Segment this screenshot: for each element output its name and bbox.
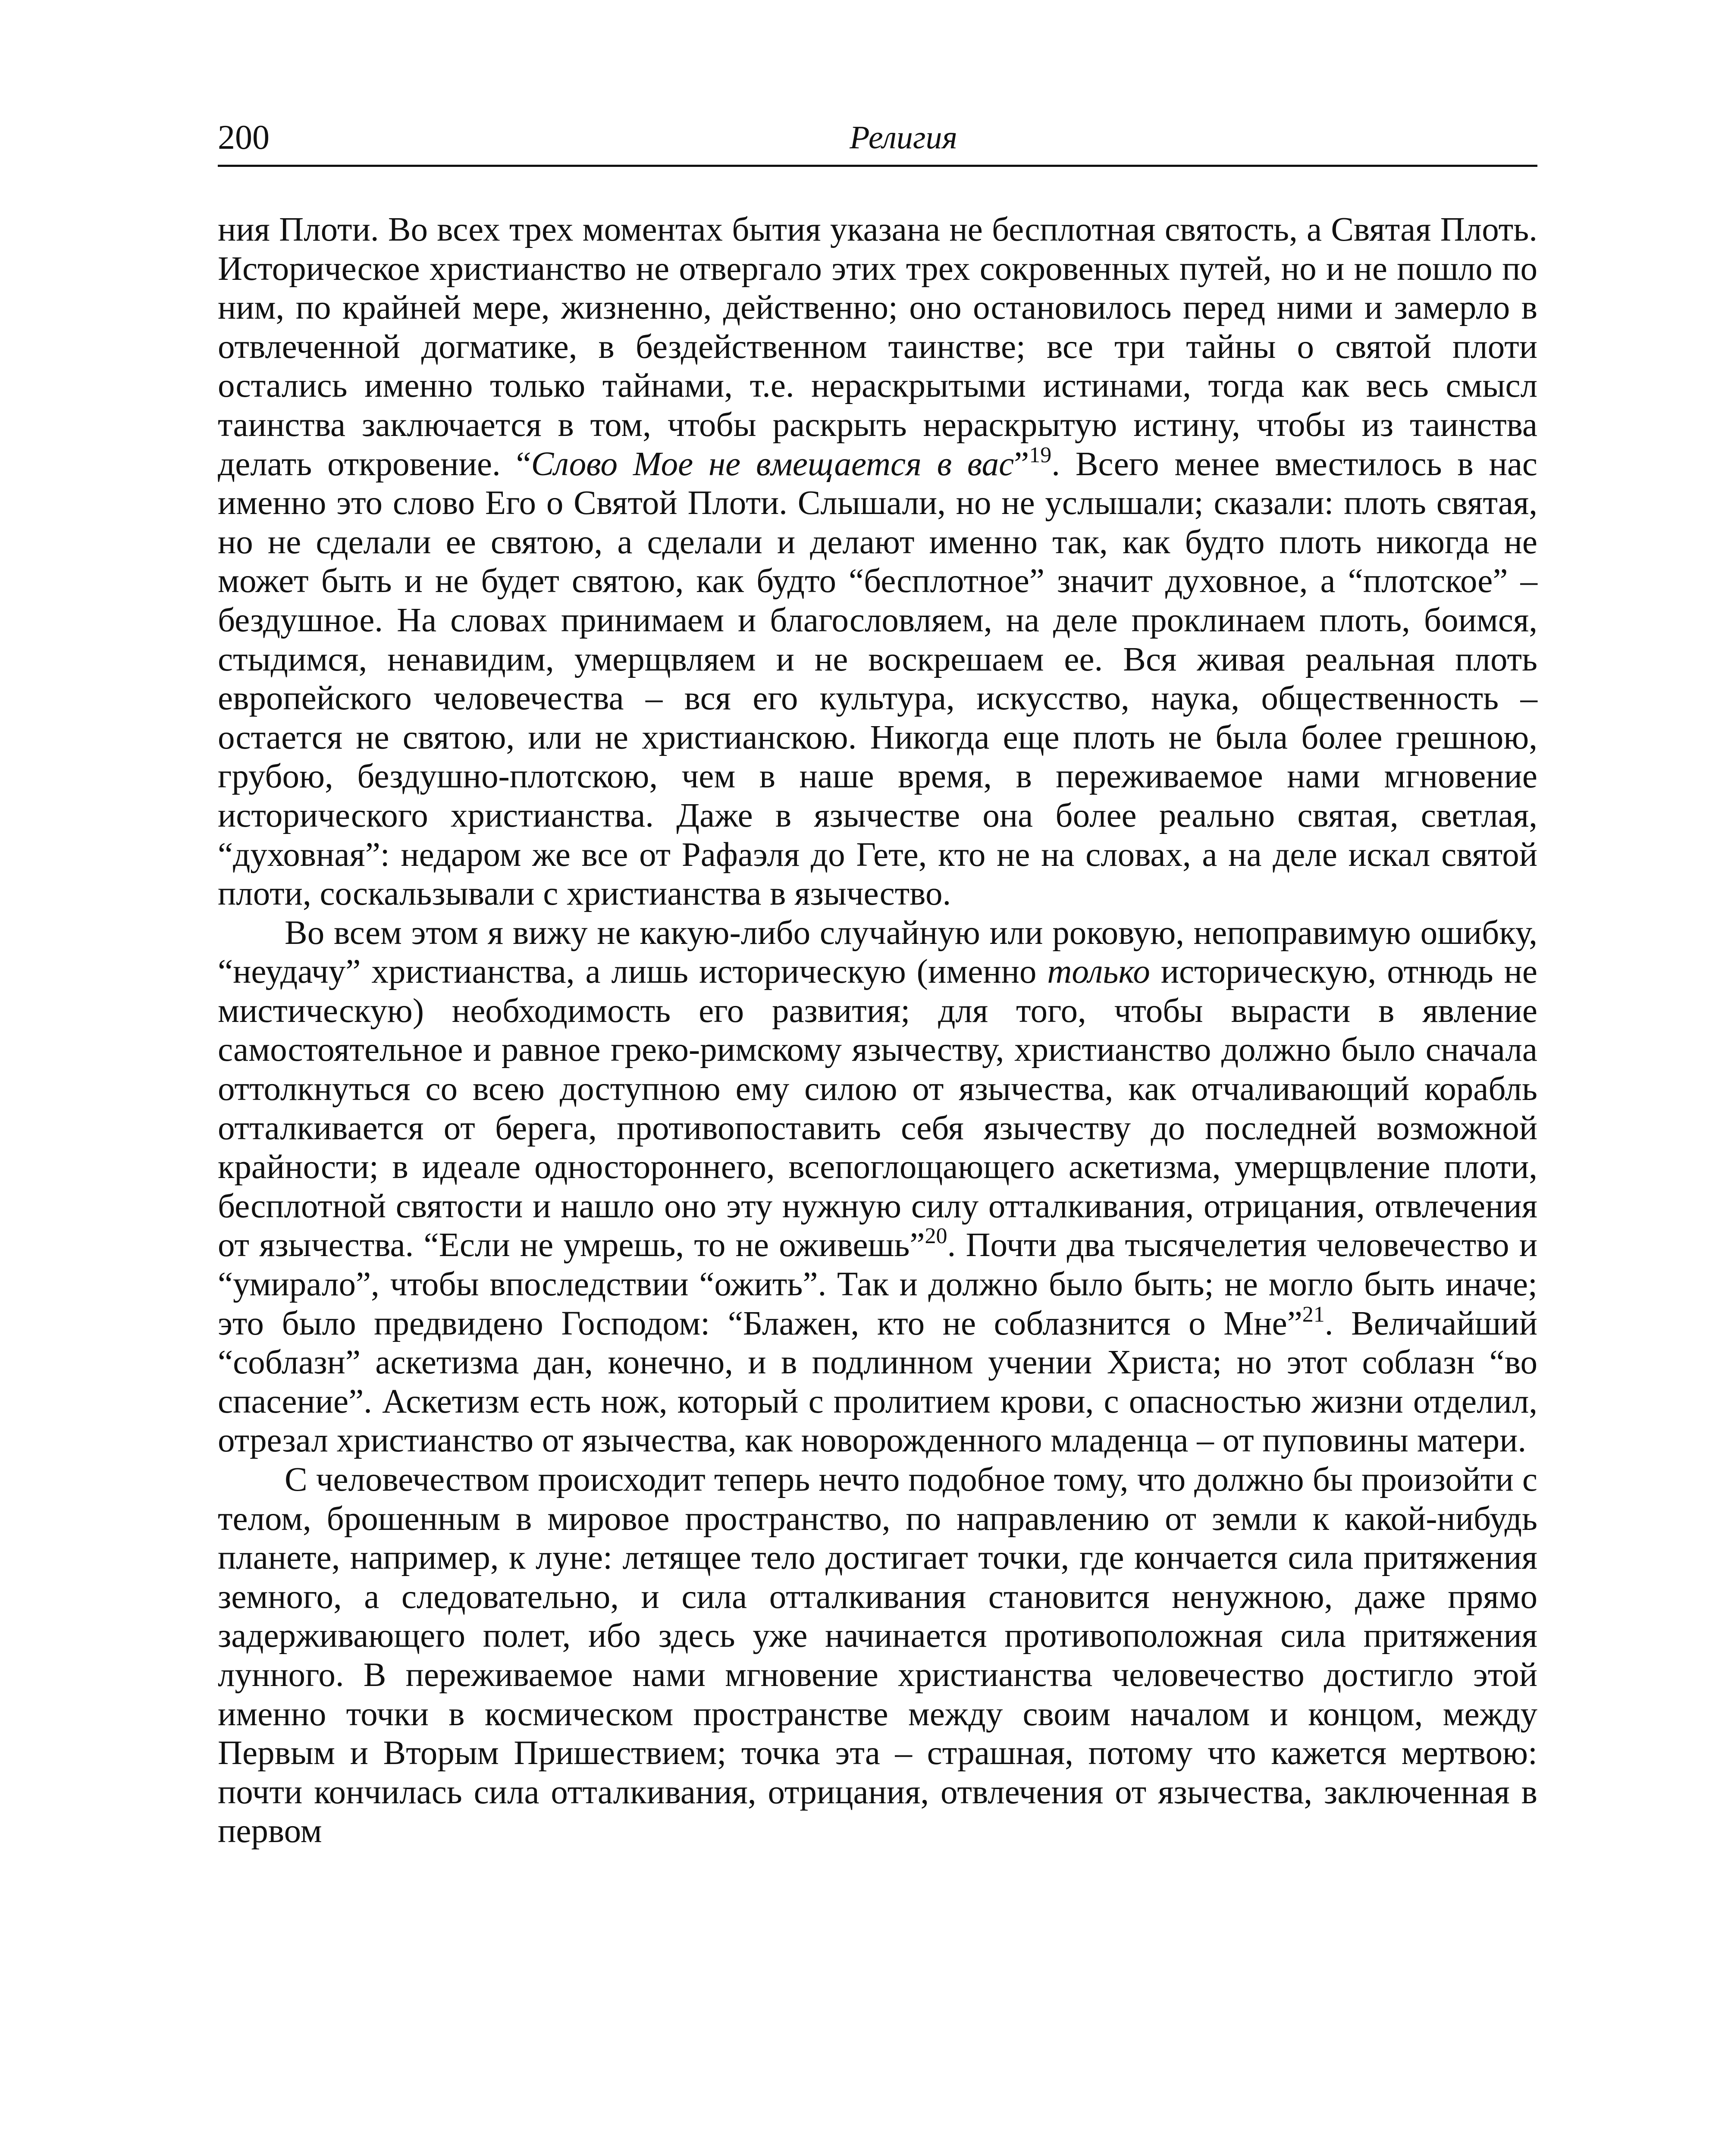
text-run: С человечеством происходит теперь нечто подобное тому, что должно бы произойти с телом, брошенным в мировое пространство, по направлению от земли к какой-нибудь планете, например, к луне: летящее тело достигает точки, где кончается сила притяжения земного, а следовательно, и сила отталкивания становится ненужною, даже прямо задерживающего полет, ибо здесь уже начинается противоположная сила притяжения лунного. В переживаемое нами мгновение христианства человечество достигло этой именно точки в космическом пространстве между своим началом и концом, между Первым и Вторым Пришествием; точка эта – страшная, потому что кажется мертвою: почти кончилась сила отталкивания, отрицания, отвлечения от язычества, заключенная в первом <box>218 1461 1537 1850</box>
footnote-ref-19: 19 <box>1029 442 1052 467</box>
quote-italic: Слово Мое не вмещается в вас <box>531 445 1014 483</box>
paragraph-2 <box>218 914 1537 1460</box>
text-run: . Величайший “соблазн” аскетизма дан, конечно, и в подлинном учении Христа; но этот соблазн “во спасение”. Аскетизм есть нож, который с пролитием крови, с опасностью жизни отделил, отрезал христианство от язычества, как новорожденного младенца – от пуповины матери. <box>218 1304 1537 1460</box>
text-run: . Почти два тысячелетия человечество и “умирало”, чтобы впоследствии “ожить”. Так и должно было быть; не могло быть иначе; это было предвидено Господом: “Блажен, кто не соблазнится о Мне” <box>218 1226 1537 1342</box>
text-run: ния Плоти. Во всех трех моментах бытия указана не бесплотная святость, а Святая Плоть. Историческое христианство не отвергало этих трех сокровенных путей, но и не пошло по ним, по крайней мере, жизненно, действенно; оно остановилось перед ними и замерло в отвлеченной догматике, в бездейственном таинстве; все три тайны о святой плоти остались именно только тайнами, т.е. нераскрытыми истинами, тогда как весь смысл таинства заключается в том, чтобы раскрыть нераскрытую истину, чтобы из таинства делать откровение. “ <box>218 211 1537 483</box>
text-run: . Всего менее вместилось в нас именно это слово Его о Святой Плоти. Слышали, но не услышали; сказали: плоть святая, но не сделали ее святою, а сделали и делают именно так, как будто плоть никогда не может быть и не будет святою, как будто “бесплотное” значит духовное, а “плотское” – бездушное. На словах принимаем и благословляем, на деле проклинаем плоть, боимся, стыдимся, ненавидим, умерщвляем и не воскрешаем ее. Вся живая реальная плоть европейского человечества – вся его культура, искусство, наука, общественность – остается не святою, или не христианскою. Никогда еще плоть не была более грешною, грубою, бездушно-плотскою, чем в наше время, в переживаемое нами мгновение исторического христианства. Даже в язычестве она более реально святая, светлая, “духовная”: недаром же все от Рафаэля до Гете, кто не на словах, а на деле искал святой плоти, соскальзывали с христианства в язычество. <box>218 445 1537 913</box>
text-run: ” <box>1014 445 1029 483</box>
running-title: Религия <box>850 119 957 156</box>
page-number: 200 <box>218 119 270 157</box>
text-run: историческую, отнюдь не мистическую) необходимость его развития; для того, чтобы вырасти в явление самостоятельное и равное греко-римскому язычеству, христианство должно было сначала оттолкнуться со всею доступною ему силою от язычества, как отчаливающий корабль отталкивается от берега, противопоставить себя язычеству до последней возможной крайности; в идеале одностороннего, всепоглощающего аскетизма, умерщвление плоти, бесплотной святости и нашло оно эту нужную силу отталкивания, отрицания, отвлечения от язычества. “Если не умрешь, то не оживешь” <box>218 953 1537 1264</box>
paragraph-3 <box>218 1460 1537 1851</box>
footnote-ref-21: 21 <box>1302 1302 1325 1327</box>
running-header <box>218 113 1537 167</box>
paragraph-1 <box>218 210 1537 914</box>
text-run: Во всем этом я вижу не какую-либо случайную или роковую, непоправимую ошибку, “неудачу” христианства, а лишь историческую (именно <box>218 914 1537 991</box>
body-text <box>218 210 1537 1851</box>
emphasis-italic: только <box>1047 953 1150 991</box>
footnote-ref-20: 20 <box>925 1224 947 1249</box>
